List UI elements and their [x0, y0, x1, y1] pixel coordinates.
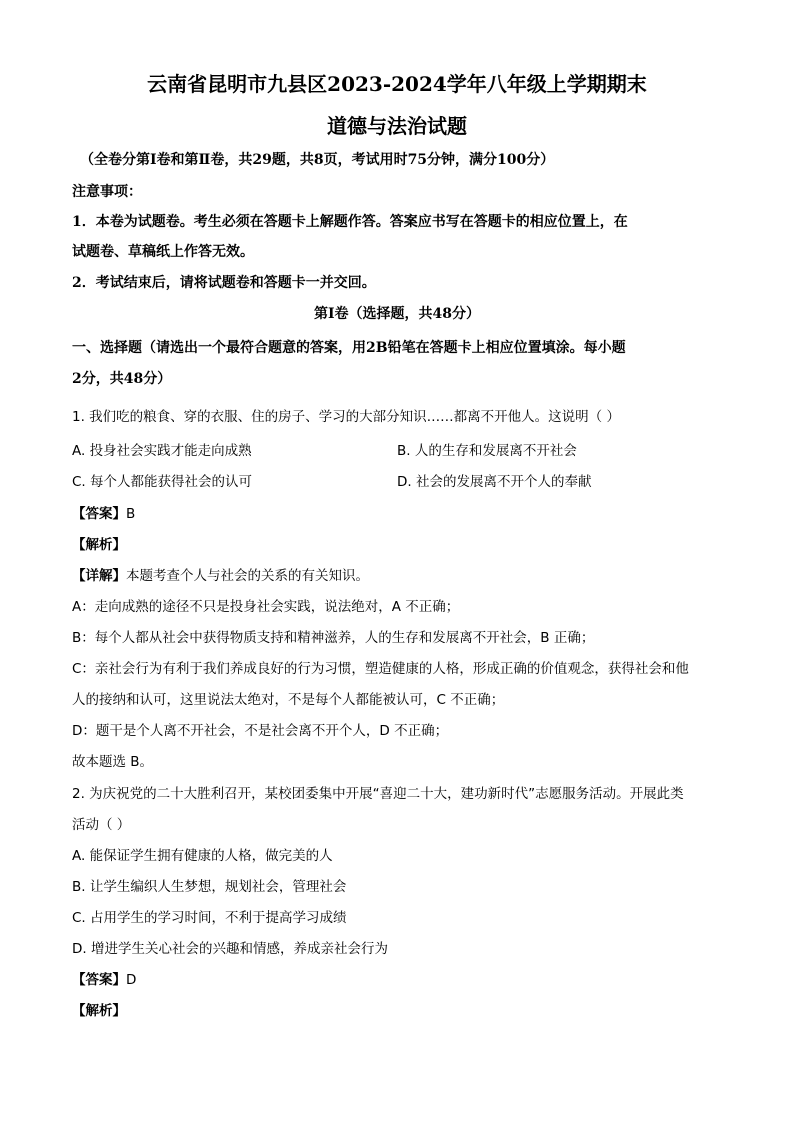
- detail-tag: 【详解】: [72, 568, 126, 584]
- notice-item-1: 1．本卷为试题卷。考生必须在答题卡上解题作答。答案应书写在答题卡的相应位置上，在: [72, 214, 628, 230]
- question-1-explain-b: B：每个人都从社会中获得物质支持和精神滋养，人的生存和发展离不开社会，B 正确；: [72, 630, 595, 646]
- question-2-answer: [72, 970, 136, 990]
- section-instruction-cont: 2分，共48分）: [72, 371, 172, 387]
- question-1-option-d: D. 社会的发展离不开个人的奉献: [397, 474, 592, 490]
- question-1-option-b: B. 人的生存和发展离不开社会: [397, 443, 577, 459]
- question-1-conclusion: 故本题选 B。: [72, 754, 154, 770]
- exam-meta: （全卷分第Ⅰ卷和第Ⅱ卷，共29题，共8页，考试用时75分钟，满分100分）: [80, 152, 555, 168]
- question-1-stem: 1. 我们吃的粮食、穿的衣服、住的房子、学习的大部分知识……都离不开他人。这说明（ ）: [72, 409, 620, 425]
- notice-item-1-cont: 试题卷、草稿纸上作答无效。: [72, 244, 254, 260]
- question-1-analysis-tag: 【解析】: [72, 537, 126, 553]
- answer-value: B: [126, 506, 136, 522]
- question-2-option-b: B. 让学生编织人生梦想，规划社会，管理社会: [72, 879, 347, 895]
- question-2-analysis-tag: 【解析】: [72, 1003, 126, 1019]
- question-1-explain-d: D：题干是个人离不开社会，不是社会离不开个人，D 不正确；: [72, 723, 449, 739]
- question-1-explain-a: A：走向成熟的途径不只是投身社会实践，说法绝对，A 不正确；: [72, 599, 460, 615]
- question-2-stem: 2. 为庆祝党的二十大胜利召开，某校团委集中开展“喜迎二十大，建功新时代”志愿服务活动。开展此类: [72, 786, 684, 802]
- answer-value: D: [126, 972, 137, 988]
- notice-heading: 注意事项：: [72, 184, 142, 200]
- notice-item-2: 2．考试结束后，请将试题卷和答题卡一并交回。: [72, 275, 376, 291]
- section-heading: 第Ⅰ卷（选择题，共48分）: [313, 306, 481, 322]
- section-instruction: 一、选择题（请选出一个最符合题意的答案，用2B铅笔在答题卡上相应位置填涂。每小题: [72, 340, 626, 356]
- question-1-option-c: C. 每个人都能获得社会的认可: [72, 474, 253, 490]
- exam-title: 云南省昆明市九县区2023-2024学年八年级上学期期末: [147, 72, 647, 96]
- question-1-explain-c: C：亲社会行为有利于我们养成良好的行为习惯，塑造健康的人格，形成正确的价值观念，获得社会和他: [72, 661, 689, 677]
- question-2-option-d: D. 增进学生关心社会的兴趣和情感，养成亲社会行为: [72, 941, 388, 957]
- answer-tag: 【答案】: [72, 506, 126, 522]
- question-2-option-c: C. 占用学生的学习时间，不利于提高学习成绩: [72, 910, 347, 926]
- question-1-explain-c-cont: 人的接纳和认可，这里说法太绝对，不是每个人都能被认可，C 不正确；: [72, 692, 505, 708]
- question-1-detail: [72, 566, 369, 586]
- question-2-stem-cont: 活动（ ）: [72, 817, 131, 833]
- detail-text: 本题考查个人与社会的关系的有关知识。: [126, 568, 369, 584]
- question-2-option-a: A. 能保证学生拥有健康的人格，做完美的人: [72, 848, 333, 864]
- question-1-answer: [72, 504, 135, 524]
- exam-subtitle: 道德与法治试题: [327, 114, 467, 138]
- question-1-option-a: A. 投身社会实践才能走向成熟: [72, 443, 252, 459]
- answer-tag: 【答案】: [72, 972, 126, 988]
